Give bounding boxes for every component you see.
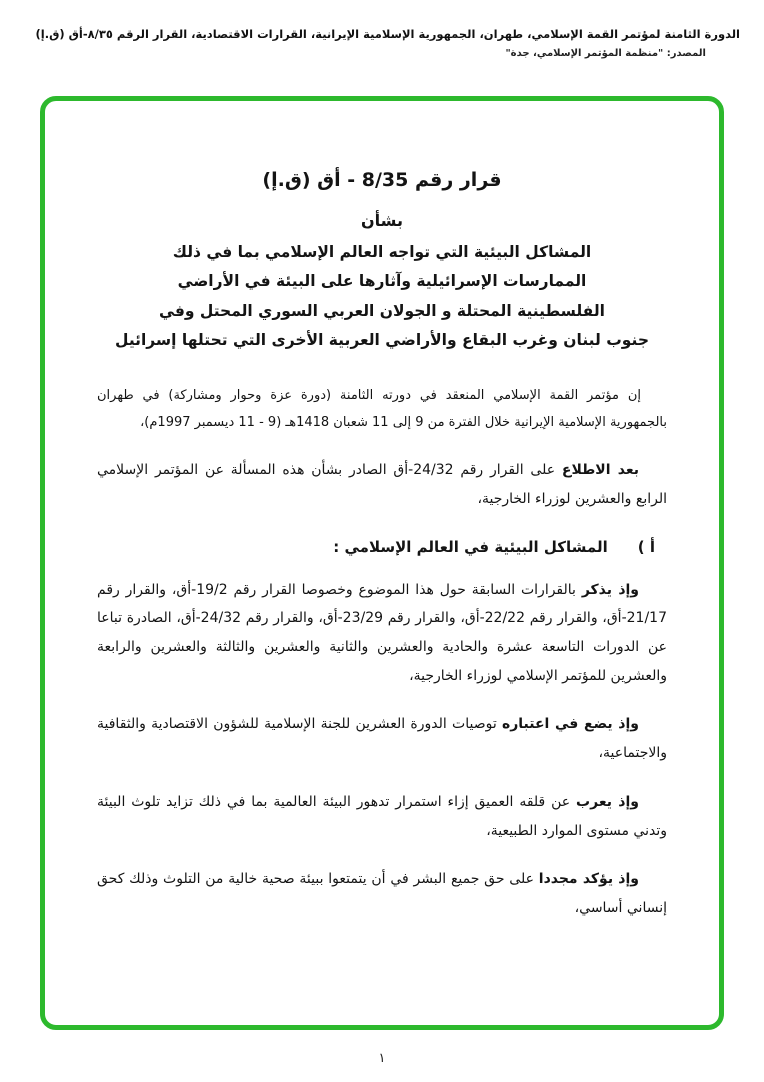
clause-reaffirm (97, 865, 667, 922)
clause-concern (97, 788, 667, 845)
header-citation-line: الدورة الثامنة لمؤتمر القمة الإسلامي، طهران، الجمهورية الإسلامية الإيرانية، القرارات الاقتصادية، القرار الرقم ٨/٣٥-أق (ق.إ) (35, 27, 740, 41)
clause-lead: وإذ يعرب (576, 793, 639, 810)
clause-observe (97, 456, 667, 513)
resolution-title: قرار رقم 8/35 - أق (ق.إ) (262, 169, 502, 191)
header-source-line: المصدر: "منظمة المؤتمر الإسلامي، جدة" (505, 48, 706, 60)
subject-line: جنوب لبنان وغرب البقاع والأراضي العربية الأخرى التي تحتلها إسرائيل (114, 331, 649, 350)
subject-line: الممارسات الإسرائيلية وآثارها على البيئة في الأراضي (177, 272, 587, 291)
clause-text: على القرار رقم 24/32-أق الصادر بشأن هذه المسألة عن المؤتمر الإسلامي الرابع والعشرين لوزراء الخارجية، (97, 462, 667, 508)
clause-lead: بعد الاطلاع (561, 462, 639, 479)
clause-text: على حق جميع البشر في أن يتمتعوا ببيئة صحية خالية من التلوث وذلك كحق إنساني أساسي، (97, 871, 667, 916)
clause-lead: وإذ يؤكد مجددا (538, 871, 639, 888)
subject-line: الفلسطينية المحتلة و الجولان العربي السوري المحتل وفي (159, 301, 605, 320)
section-marker: أ ) (637, 537, 655, 556)
subject-label: بشأن (361, 211, 403, 230)
clause-lead: وإذ يذكر (581, 581, 640, 598)
section-a-heading (97, 538, 667, 556)
clause-text: بالقرارات السابقة حول هذا الموضوع وخصوصا القرار رقم 19/2-أق، والقرار رقم 21/17-أق، والقرار رقم 22/22-أق، والقرار رقم 23/29-أق، والقرار رقم 24/32-أق، الصادرة تباعا عن الدورات التاسعة عشرة والحادية والعشرين والثانية والعشرين والثالثة والعشرين والرابعة والعشرين للمؤتمر الإسلامي لوزراء الخارجية، (97, 581, 667, 684)
section-title: المشاكل البيئية في العالم الإسلامي : (333, 537, 608, 556)
subject-block (97, 238, 667, 356)
document-header (24, 26, 740, 59)
page-number: ١ (378, 1051, 386, 1066)
green-border-frame (40, 96, 724, 1030)
preamble-paragraph: إن مؤتمر القمة الإسلامي المنعقد في دورته الثامنة (دورة عزة وحوار ومشاركة) في طهران بالجمهورية الإسلامية الإيرانية خلال الفترة من 9 إلى 11 شعبان 1418هـ (9 - 11 ديسمبر 1997م)، (97, 387, 667, 431)
subject-line: المشاكل البيئية التي تواجه العالم الإسلامي بما في ذلك (172, 243, 592, 261)
clause-text: توصيات الدورة العشرين للجنة الإسلامية للشؤون الاقتصادية والثقافية والاجتماعية، (97, 716, 667, 762)
clause-considering (97, 710, 667, 767)
clause-text: عن قلقه العميق إزاء استمرار تدهور البيئة العالمية بما في ذلك تزايد تلوث البيئة وتدني مستوى الموارد الطبيعية، (97, 793, 667, 839)
resolution-content (45, 101, 719, 1025)
clause-lead: وإذ يضع في اعتباره (501, 716, 639, 733)
clause-recall (97, 576, 667, 691)
